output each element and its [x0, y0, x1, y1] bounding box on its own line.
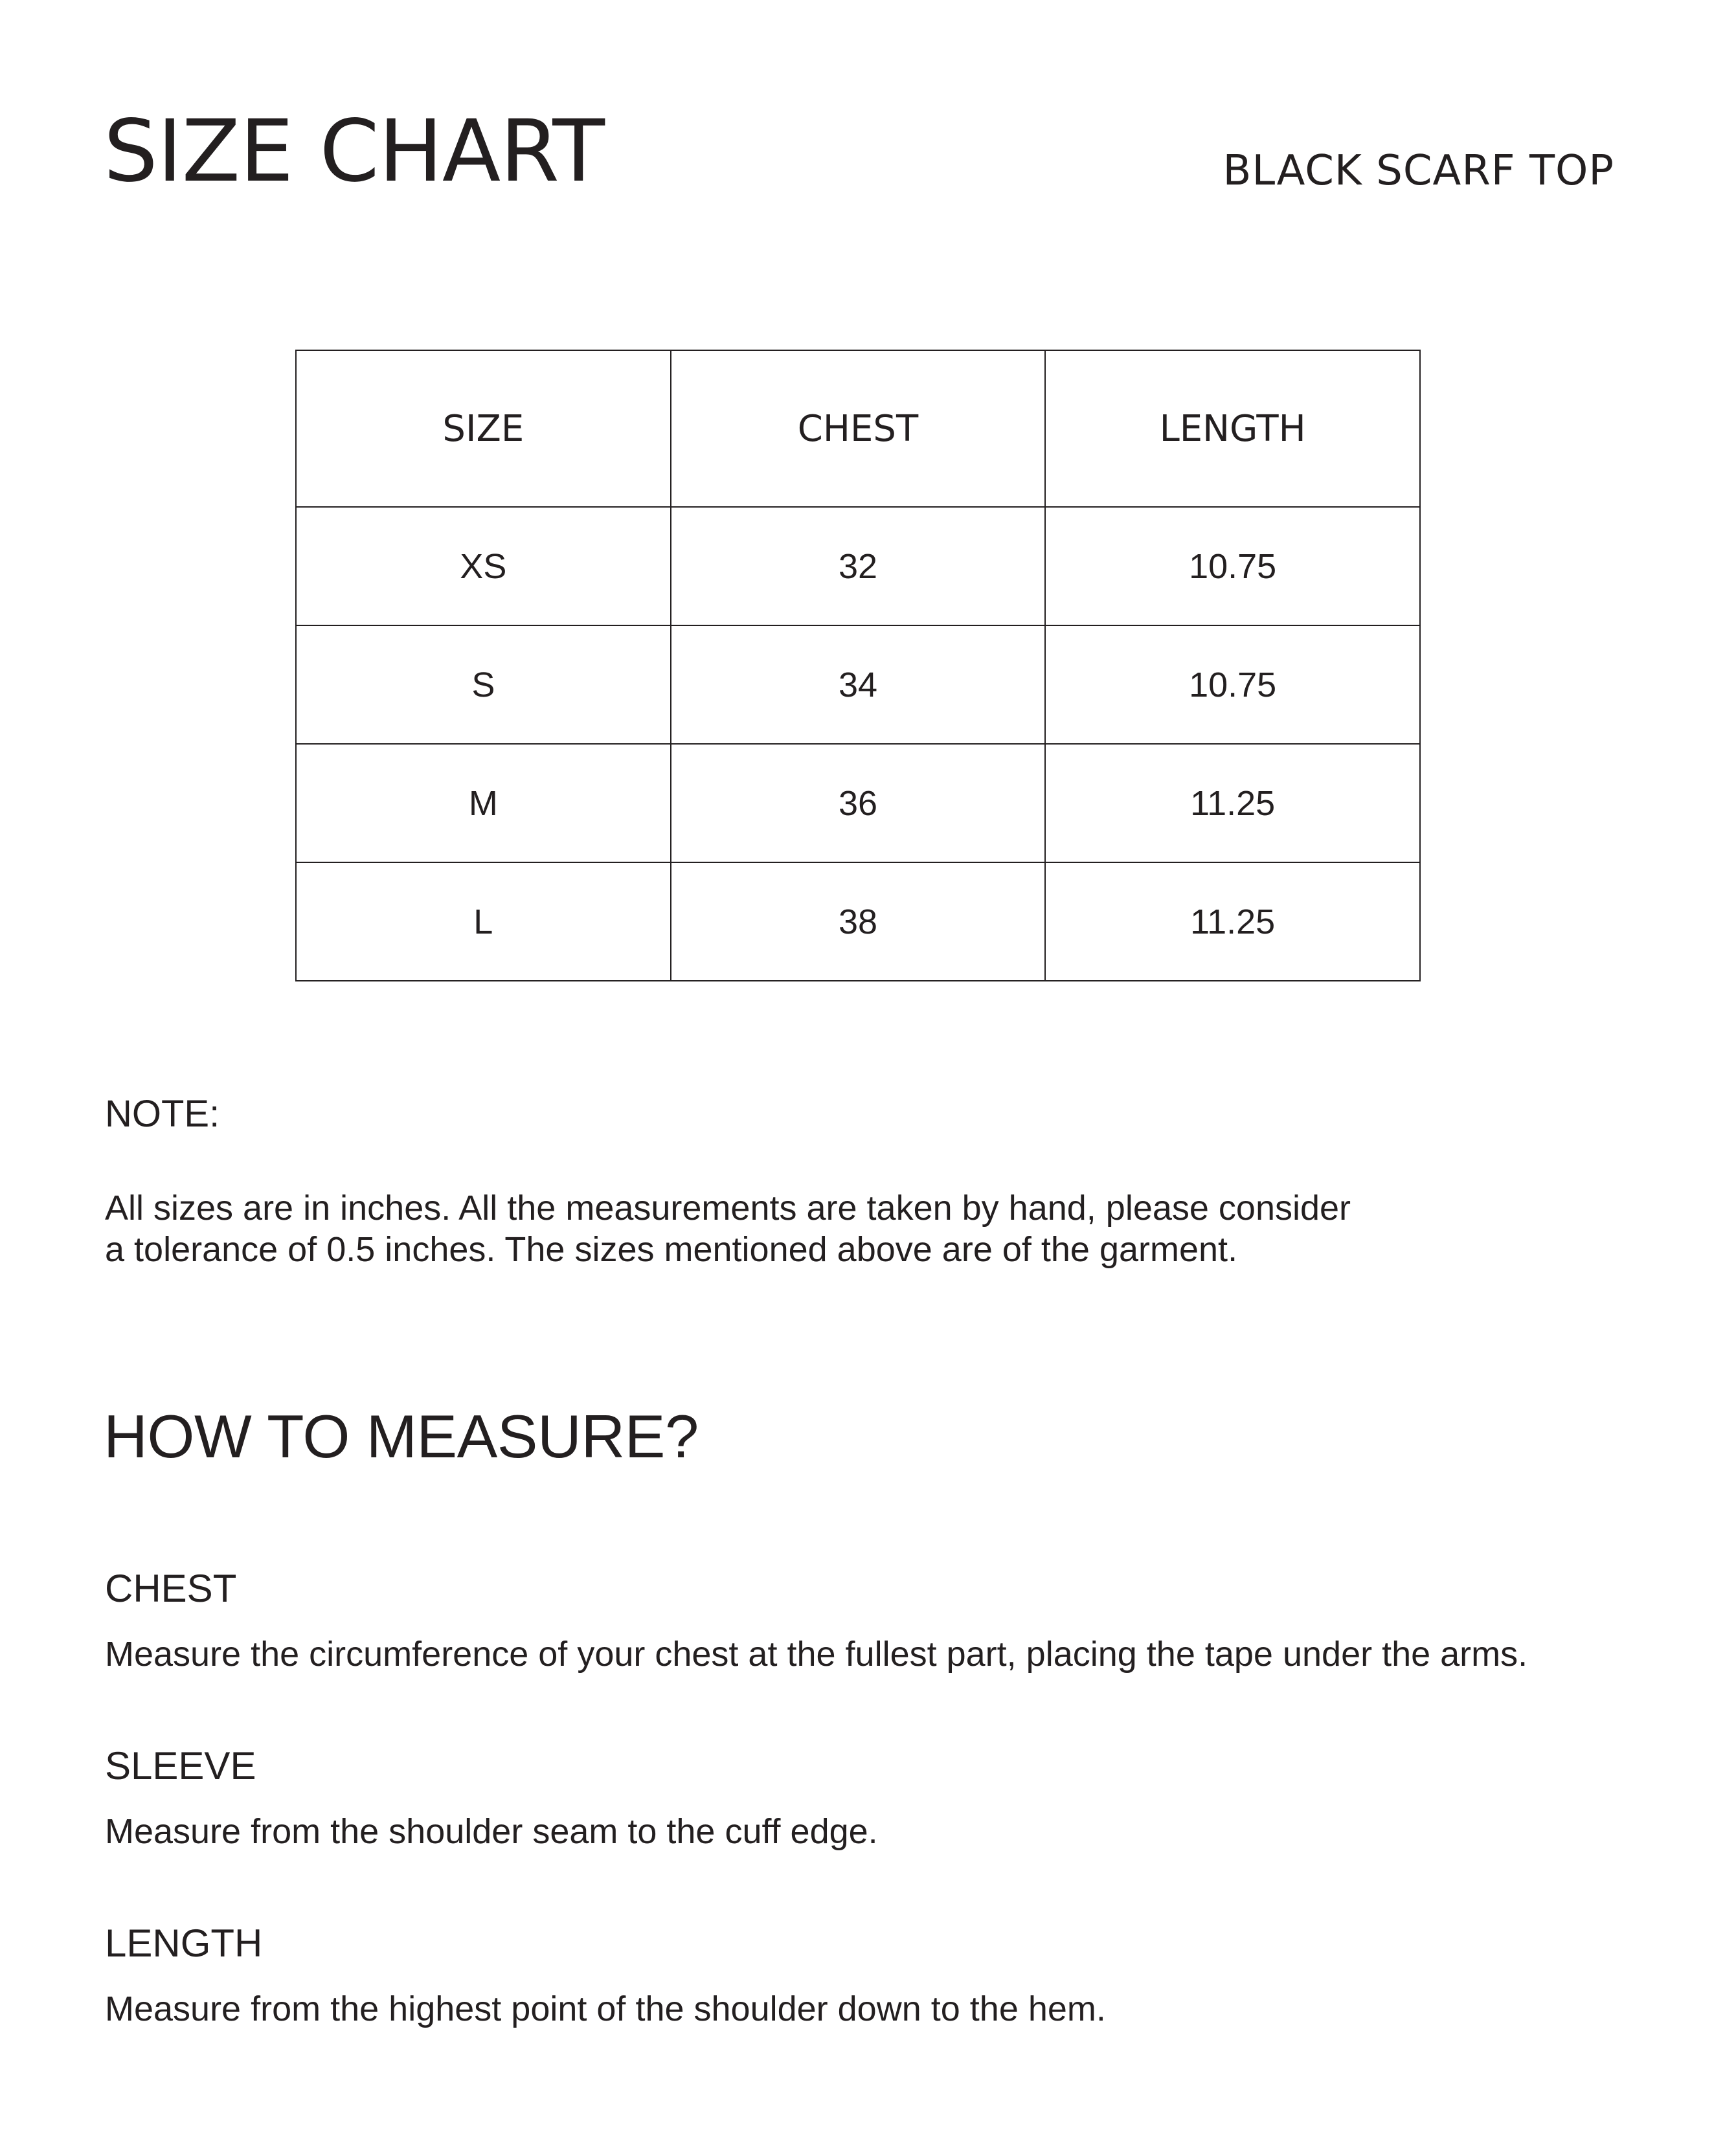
- chest-cell: 32: [671, 507, 1046, 625]
- how-to-measure-heading: HOW TO MEASURE?: [104, 1402, 699, 1470]
- length-cell: 10.75: [1045, 507, 1420, 625]
- sleeve-section-label: SLEEVE: [105, 1744, 256, 1788]
- chest-cell: 34: [671, 625, 1046, 744]
- chest-section-label: CHEST: [105, 1567, 237, 1610]
- size-cell: XS: [296, 507, 671, 625]
- length-cell: 11.25: [1045, 744, 1420, 862]
- length-cell: 10.75: [1045, 625, 1420, 744]
- note-line: All sizes are in inches. All the measurements are taken by hand, please consider: [105, 1189, 1351, 1227]
- note-label: NOTE:: [105, 1093, 220, 1135]
- product-name: BLACK SCARF TOP: [1223, 147, 1614, 195]
- page-title: SIZE CHART: [104, 102, 604, 201]
- length-cell: 11.25: [1045, 862, 1420, 981]
- size-cell: M: [296, 744, 671, 862]
- size-cell: L: [296, 862, 671, 981]
- chest-section-text: Measure the circumference of your chest at the fullest part, placing the tape under the arms.: [105, 1635, 1528, 1674]
- size-cell: S: [296, 625, 671, 744]
- note-line: a tolerance of 0.5 inches. The sizes mentioned above are of the garment.: [105, 1230, 1238, 1269]
- table-header-row: [296, 350, 1420, 507]
- note-text: [105, 1187, 1465, 1270]
- size-table: [295, 350, 1421, 981]
- column-header-chest: CHEST: [671, 350, 1046, 507]
- table-row: [296, 744, 1420, 862]
- table-row: [296, 625, 1420, 744]
- sleeve-section-text: Measure from the shoulder seam to the cuff edge.: [105, 1812, 878, 1851]
- column-header-length: LENGTH: [1045, 350, 1420, 507]
- chest-cell: 38: [671, 862, 1046, 981]
- chest-cell: 36: [671, 744, 1046, 862]
- length-section-label: LENGTH: [105, 1922, 263, 1965]
- column-header-size: SIZE: [296, 350, 671, 507]
- length-section-text: Measure from the highest point of the shoulder down to the hem.: [105, 1989, 1106, 2028]
- table-row: [296, 862, 1420, 981]
- table-row: [296, 507, 1420, 625]
